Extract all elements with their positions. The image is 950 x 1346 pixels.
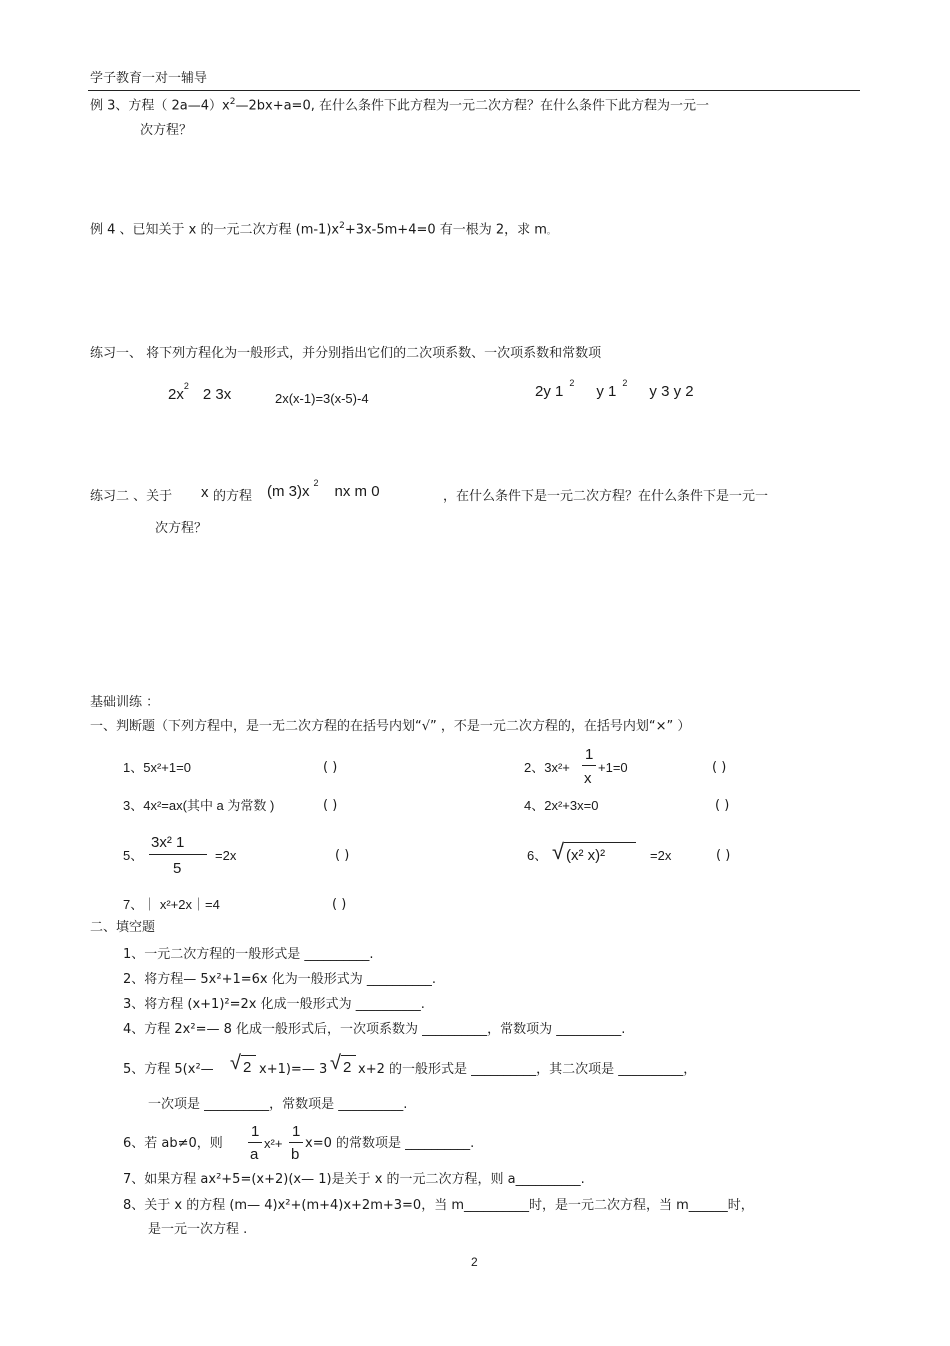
judge-item-6-rhs: =2x <box>650 848 672 863</box>
practice-1-equation-2: 2x(x-1)=3(x-5)-4 <box>275 391 369 406</box>
judge-item-4: 4、2x²+3x=0 <box>524 798 599 813</box>
fill-item-5-radical-2: √ <box>330 1052 341 1074</box>
example-3-line-2: 次方程？ <box>140 123 193 138</box>
fill-item-6-part-2: x²+ <box>264 1136 283 1151</box>
basic-training-title: 基础训练 ： <box>90 695 160 710</box>
practice-2-line-2: 次方程？ <box>155 521 208 536</box>
judge-item-3: 3、4x²=ax(其中 a 为常数 ) <box>123 798 275 813</box>
judge-item-5-label: 5、 <box>123 848 144 863</box>
example-3-line-1: 例 3、方程（ $2a—4)x^2—2bx+a=0$, 在什么条件下此方程为一元二次方程？在什么条件下此方程为一元一 <box>90 97 709 114</box>
judge-title: 一、判断题（下列方程中，是一无二次方程的在括号内划“√” ，不是一元二次方程的，在括号内划“×” ） <box>90 719 691 734</box>
judge-answer-3[interactable]: ( ) <box>323 798 338 813</box>
judge-answer-1[interactable]: ( ) <box>323 760 338 775</box>
judge-item-2: 2、3x²+ <box>524 760 570 775</box>
judge-answer-2[interactable]: ( ) <box>712 760 727 775</box>
fill-item-6-part-1: 6、若 ab≠0，则 <box>123 1136 223 1151</box>
judge-item-6-radical: √ <box>552 839 565 864</box>
fill-item-4: 4、方程 2x²=— 8 化成一般形式后，一次项系数为 __________，常数项为 __________. <box>123 1022 626 1037</box>
judge-item-6-radicand: (x² x)² <box>566 847 606 864</box>
judge-item-1: 1、5x²+1=0 <box>123 760 191 775</box>
fill-item-6-fraction-bar-2 <box>289 1142 303 1143</box>
fill-item-6-part-3: x=0 的常数项是 __________. <box>305 1136 475 1151</box>
practice-2-prefix: 练习二 、关于 <box>90 489 173 504</box>
practice-2-question: ，在什么条件下是一元二次方程？在什么条件下是一元一 <box>443 489 769 504</box>
judge-item-6-label: 6、 <box>527 848 548 863</box>
fill-item-7: 7、如果方程 ax²+5=(x+2)(x— 1)是关于 x 的一元二次方程，则 a__________. <box>123 1172 585 1187</box>
practice-2-word: 的方程 <box>213 489 253 504</box>
judge-item-6-radical-bar <box>564 842 636 843</box>
fill-item-6-denominator-2: b <box>291 1146 300 1163</box>
header-rule <box>88 90 860 91</box>
practice-1-equation-3: 2y 1 $^2$ y 1 $^2$ y 3 y 2 <box>535 378 694 400</box>
judge-answer-6[interactable]: ( ) <box>716 848 731 863</box>
judge-item-5-fraction-bar <box>149 854 207 855</box>
judge-item-2-denominator: x <box>584 770 592 787</box>
judge-item-7: 7、｜ x²+2x｜=4 <box>123 897 220 912</box>
practice-1-equation-1: $2x^2$ 2 3x <box>168 381 232 403</box>
fill-item-8: 8、关于 x 的方程 (m— 4)x²+(m+4)x+2m+3=0，当 m__________时，是一元二次方程，当 m______时， <box>123 1198 754 1213</box>
judge-item-5-numerator: 3x² 1 <box>151 834 185 851</box>
fill-title: 二、填空题 <box>90 920 156 935</box>
judge-item-5-denominator: 5 <box>173 860 182 877</box>
fill-item-6-numerator-1: 1 <box>251 1123 260 1140</box>
practice-1-title: 练习一、 将下列方程化为一般形式，并分别指出它们的二次项系数、一次项系数和常数项 <box>90 346 602 361</box>
judge-answer-4[interactable]: ( ) <box>715 798 730 813</box>
fill-item-5-radical-1: √ <box>230 1052 241 1074</box>
fill-item-5-line-2: 一次项是 __________，常数项是 __________. <box>148 1097 408 1112</box>
judge-item-2-tail: +1=0 <box>598 760 628 775</box>
practice-2-x: x <box>201 484 209 501</box>
practice-2-equation: (m 3)x $^2$ nx m 0 <box>267 478 380 500</box>
fill-item-6-numerator-2: 1 <box>292 1123 301 1140</box>
fill-item-3: 3、将方程 (x+1)²=2x 化成一般形式为 __________. <box>123 997 425 1012</box>
judge-item-5-rhs: =2x <box>215 848 237 863</box>
fill-item-5-radicand-2: 2 <box>343 1059 352 1076</box>
header-title: 学子教育一对一辅导 <box>90 71 208 86</box>
fill-item-6-denominator-1: a <box>250 1146 259 1163</box>
fill-item-5-part-2: x+1)=— 3 <box>259 1062 328 1077</box>
judge-answer-7[interactable]: ( ) <box>332 897 347 912</box>
judge-item-2-fraction-bar <box>582 765 596 766</box>
fill-item-5-part-1: 5、方程 5(x²— <box>123 1062 214 1077</box>
fill-item-2: 2、将方程— 5x²+1=6x 化为一般形式为 __________. <box>123 972 436 987</box>
example-4: 例 4 、已知关于 x 的一元二次方程 $(m-1)x^2+3x-5m+4=0$ 有一根为 2，求 m。 <box>90 221 555 238</box>
fill-item-8-line-2: 是一元一次方程 . <box>148 1222 248 1237</box>
fill-item-1: 1、一元二次方程的一般形式是 __________. <box>123 947 374 962</box>
fill-item-5-radicand-1: 2 <box>243 1059 252 1076</box>
fill-item-5-radical-2-bar <box>341 1055 356 1056</box>
fill-item-6-fraction-bar-1 <box>248 1142 262 1143</box>
page-number: 2 <box>471 1255 478 1269</box>
fill-item-5-part-3: x+2 的一般形式是 __________，其二次项是 __________， <box>358 1062 697 1077</box>
judge-item-2-numerator: 1 <box>585 746 594 763</box>
judge-answer-5[interactable]: ( ) <box>335 848 350 863</box>
fill-item-5-radical-1-bar <box>241 1055 256 1056</box>
